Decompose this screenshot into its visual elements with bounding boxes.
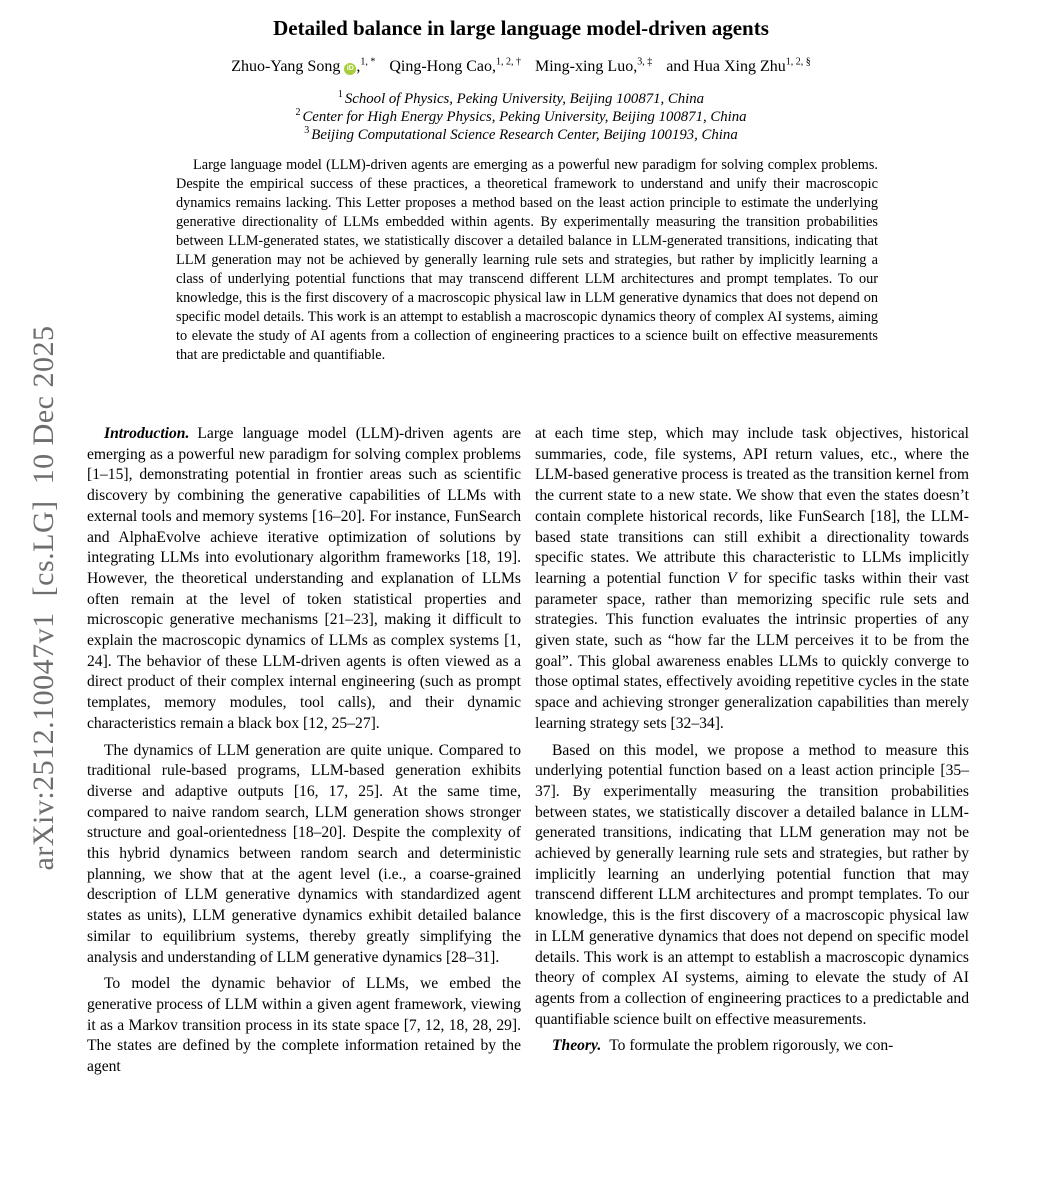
paper-title: Detailed balance in large language model-driven agents [273,16,769,40]
paragraph-llm-dynamics: The dynamics of LLM generation are quite unique. Compared to traditional rule-based programs, LLM-based generation exhibits diverse and adaptive outputs [16, 17, 25]. At the same time, compared to naive random search, LLM generation shows stronger structure and goal-orientedness [18–20]. Despite the complexity of this hybrid dynamics between random search and deterministic planning, we show that at the agent level (i.e., a coarse-grained description of LLM generative dynamics with standardized agent states as units), LLM generative dynamics exhibit detailed balance similar to equilibrium systems, thereby greatly simplifying the analysis and understanding of LLM generative dynamics [28–31]. [87,741,521,966]
paragraph-introduction [87,424,521,735]
paragraph-state-transitions-part2: for specific tasks within their vast parameter space, rather than memorizing specific rule sets and strategies. This function evaluates the intrinsic properties of any given state, such as “how far the LLM perceives it to be from the goal”. This global awareness enables LLMs to quickly converge to those optimal states, effectively avoiding repetitive cycles in the state space and achieving stronger generalization capabilities than merely learning strategy sets [32–34]. [535,569,969,732]
paragraph-method-proposal: Based on this model, we propose a method to measure this underlying potential function based on a least action principle [35–37]. By experimentally measuring the transition probabilities between states, we statistically discover a detailed balance in LLM-generated transitions, indicating that LLM generation may not be achieved by generally learning rule sets and strategies, but rather by implicitly learning an underlying potential function that may transcend different LLM architectures and prompt templates. To our knowledge, this is the first discovery of a macroscopic physical law in LLM generative dynamics that does not depend on specific model details. This work is an attempt to establish a macroscopic dynamics theory of complex AI systems, aiming to elevate the study of AI agents from a collection of engineering practices to a predictable and quantifiable science built on effective measurements. [535,741,969,1028]
section-heading-introduction: Introduction. [104,425,190,442]
author-1-superscript: 1, * [360,56,376,68]
author-3 [535,58,652,75]
affiliation-3 [0,126,1042,144]
paragraph-state-transitions [535,424,969,735]
author-3-comma: , [633,58,638,75]
paragraph-introduction-text: Large language model (LLM)-driven agents are emerging as a powerful new paradigm for solving complex problems [1–15], demonstrating potential in frontier areas such as scientific discovery by combining the generative capabilities of LLMs with external tools and memory systems [16–20]. For instance, FunSearch and AlphaEvolve achieve iterative optimization of solutions by integrating LLMs into evolutionary algorithm frameworks [18, 19]. However, the theoretical understanding and explanation of LLMs often remain at the level of token statistical properties and microscopic generative mechanisms [21–23], making it difficult to explain the macroscopic dynamics of LLMs as complex systems [1, 24]. The behavior of these LLM-driven agents is often viewed as a direct product of their complex internal engineering (such as prompt templates, memory modules, tool calls), and their dynamic characteristics remain a black box [12, 25–27]. [87,425,521,732]
author-1-name: Zhuo-Yang Song [231,58,341,75]
author-2-comma: , [491,58,496,75]
paragraph-state-transitions-part1: at each time step, which may include task objectives, historical summaries, code, file systems, API return values, etc., where the LLM-based generative process is treated as the transition kernel from the current state to a new state. We show that even the states doesn’t contain complete historical records, like FunSearch [18], the LLM-based state transitions can still exhibit a directionality towards specific states. We attribute this characteristic to LLMs implicitly learning a potential function [535,425,969,587]
abstract [176,156,878,365]
body-columns [87,424,969,1084]
affiliation-1 [0,90,1042,108]
abstract-text: Large language model (LLM)-driven agents are emerging as a powerful new paradigm for solving complex problems. Despite the empirical success of these practices, a theoretical framework to understand and unify their macroscopic dynamics remains lacking. This Letter proposes a method based on the least action principle to estimate the underlying generative directionality of LLMs embedded within agents. By experimentally measuring the transition probabilities between LLM-generated states, we statistically discover a detailed balance in LLM-generated transitions, indicating that LLM generation may not be achieved by generally learning rule sets and strategies, but rather by implicitly learning a class of underlying potential functions that may transcend different LLM architectures and prompt templates. To our knowledge, this is the first discovery of a macroscopic physical law in LLM generative dynamics that does not depend on specific model details. This work is an attempt to establish a macroscopic dynamics theory of complex AI systems, aiming to elevate the study of AI agents from a collection of engineering practices to a science built on effective measurements that are predictable and quantifiable. [176,157,878,363]
arxiv-watermark: arXiv:2512.10047v1 [cs.LG] 10 Dec 2025 [27,325,60,871]
author-4-name: and Hua Xing Zhu [666,58,786,75]
author-2-name: Qing-Hong Cao [389,58,492,75]
section-heading-theory: Theory. [552,1037,602,1055]
math-symbol-V: V [726,569,737,587]
author-line [0,58,1042,76]
author-1 [231,58,375,75]
author-3-name: Ming-xing Luo [534,58,634,75]
paragraph-markov-model: To model the dynamic behavior of LLMs, we embed the generative process of LLM within a given agent framework, viewing it as a Markov transition process in its state space [7, 12, 18, 28, 29]. The states are defined by the complete information retained by the agent [87,975,521,1076]
paragraph-theory-text: To formulate the problem rigorously, we con- [609,1037,894,1055]
affiliation-3-superscript: 3 [304,125,310,137]
affiliation-3-text: Beijing Computational Science Research Center, Beijing 100193, China [311,127,738,143]
affiliation-2 [0,108,1042,126]
affiliation-2-text: Center for High Energy Physics, Peking University, Beijing 100871, China [302,109,747,125]
left-column [87,424,521,1084]
author-3-superscript: 3, ‡ [637,56,653,68]
affiliations [0,90,1042,144]
paragraph-theory [535,1036,969,1057]
author-1-comma: , [356,58,361,75]
author-4 [666,58,811,75]
affiliation-1-superscript: 1 [337,89,343,101]
author-2 [389,58,521,75]
right-column [535,424,969,1084]
affiliation-1-text: School of Physics, Peking University, Beijing 100871, China [344,91,705,107]
author-2-superscript: 1, 2, † [495,56,521,68]
author-4-superscript: 1, 2, § [785,56,811,68]
affiliation-2-superscript: 2 [295,107,301,119]
orcid-icon: iD [344,63,356,75]
